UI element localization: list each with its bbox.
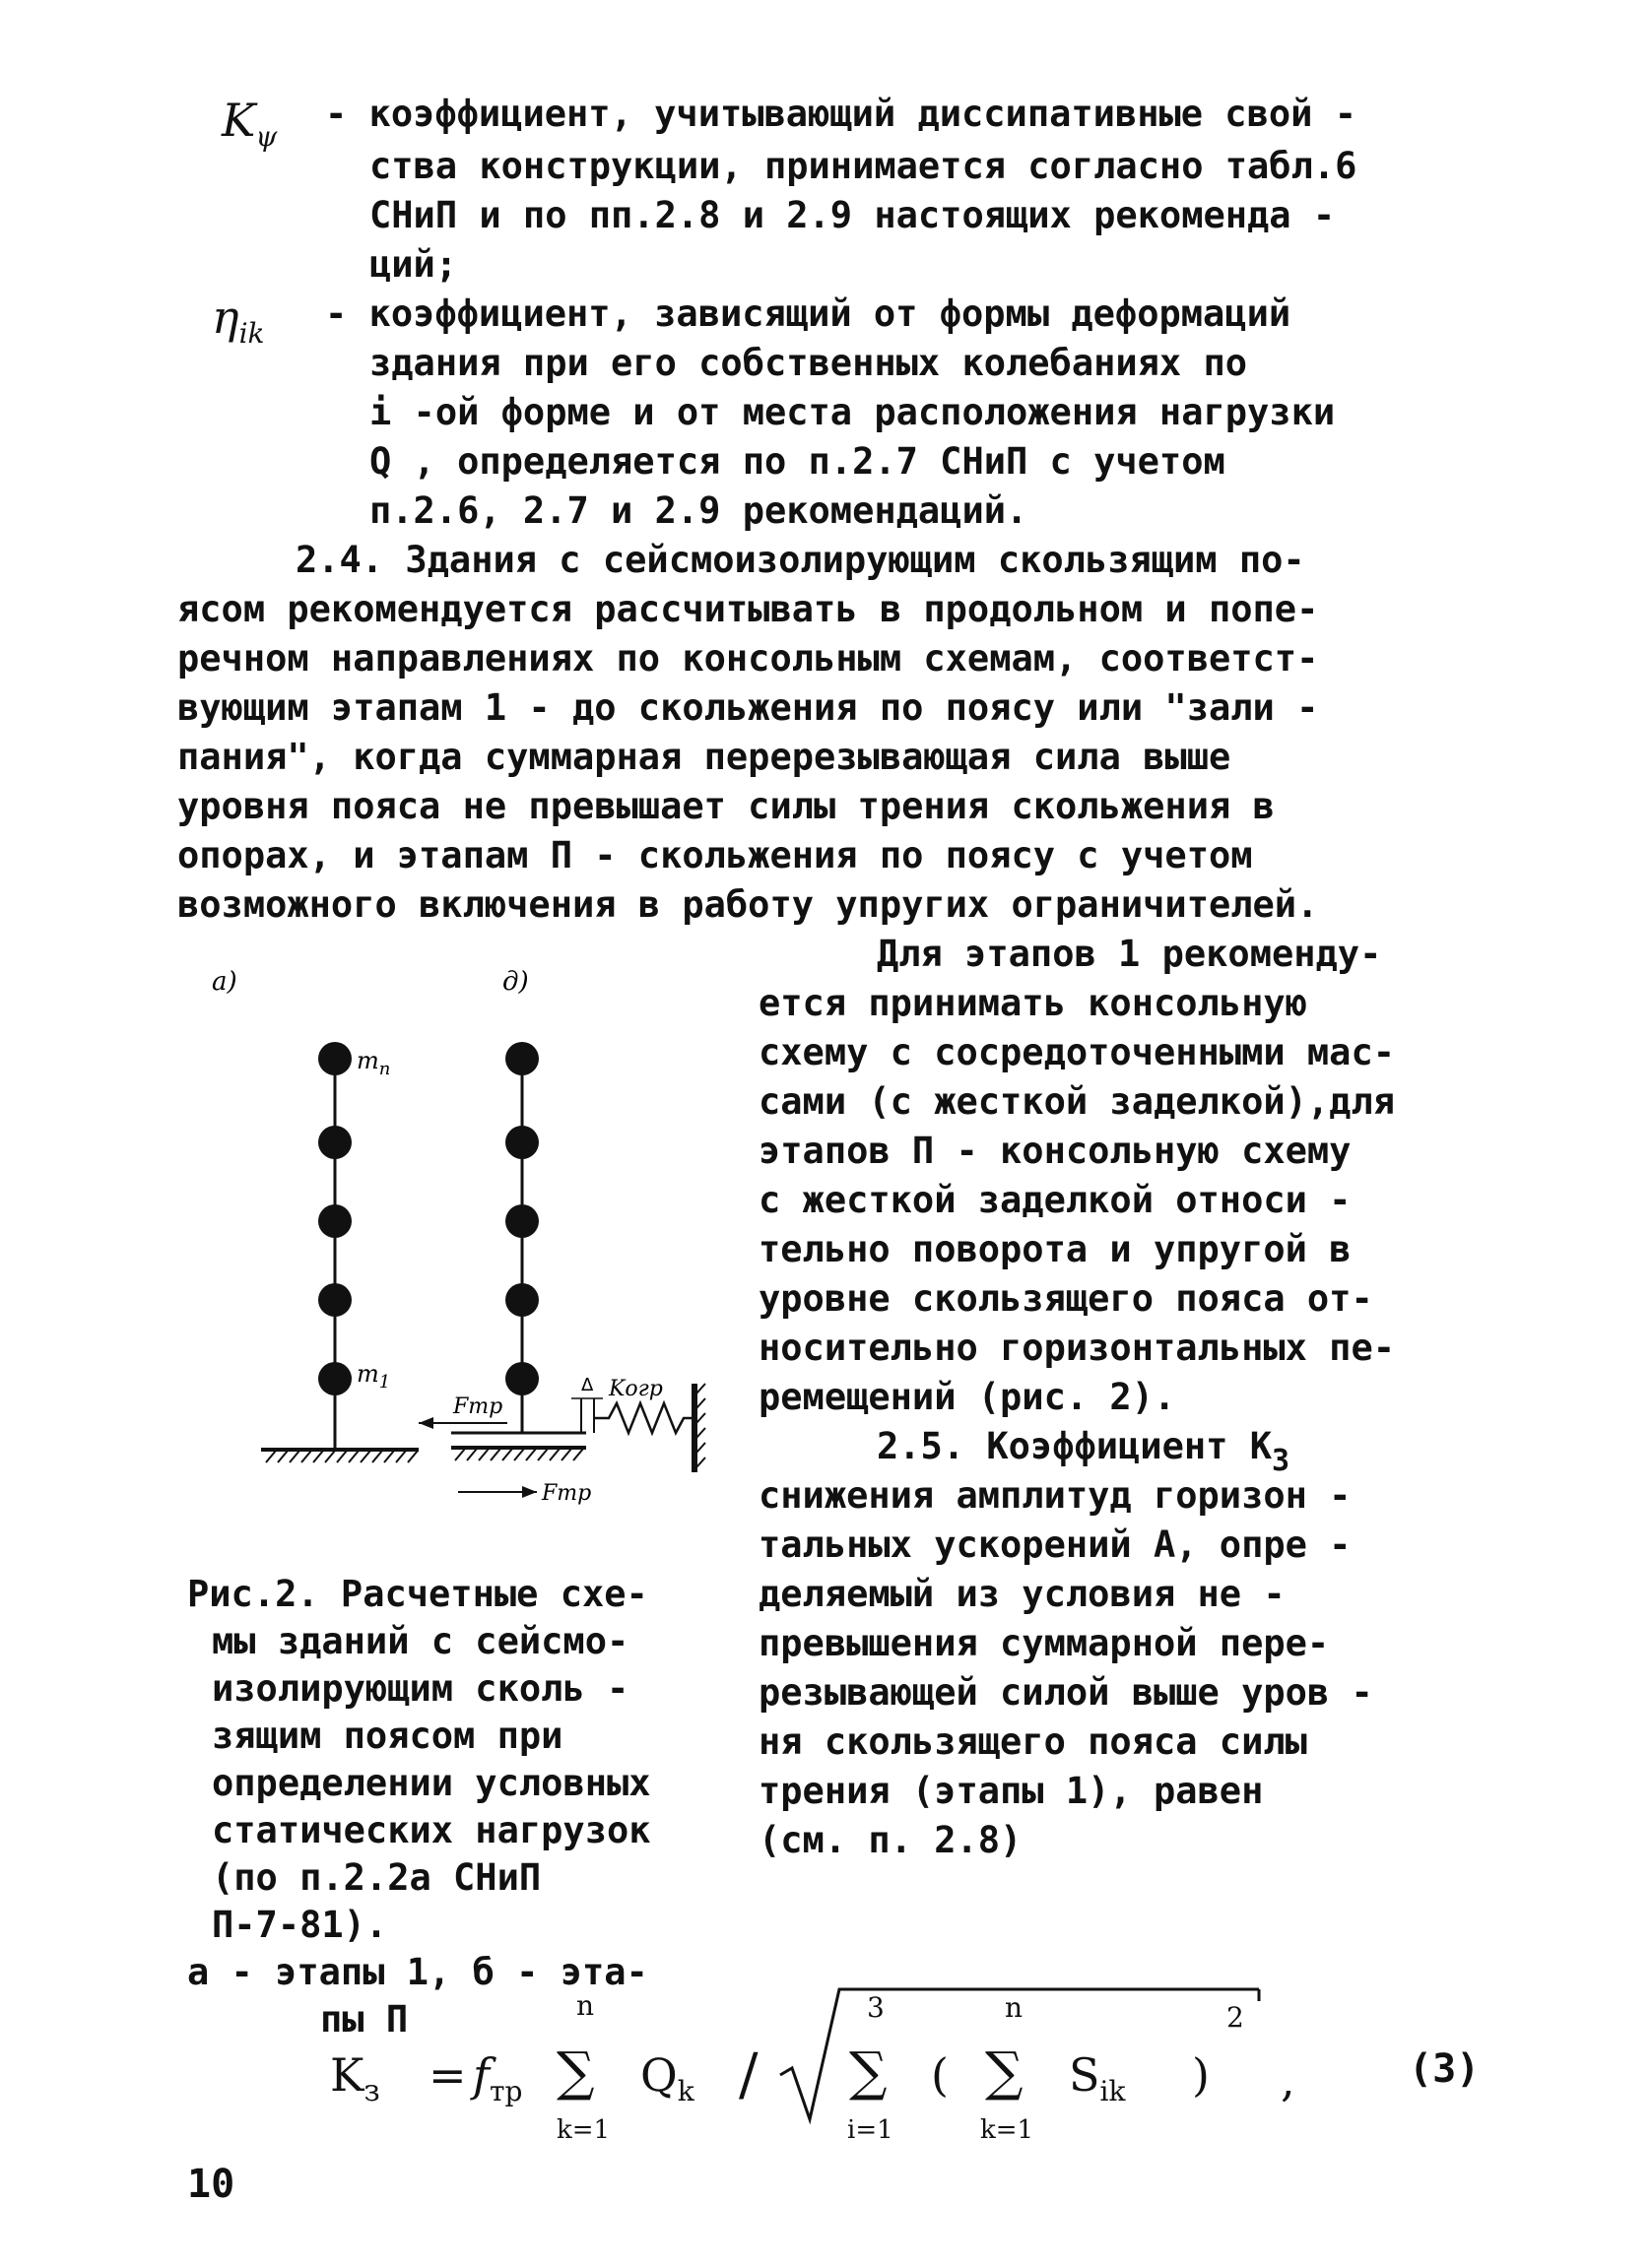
- sum1-top: n: [576, 1989, 595, 2022]
- formula-s: $S_{ik}$: [1069, 2048, 1126, 2107]
- text-line: с жесткой заделкой относи -: [759, 1179, 1352, 1221]
- text-line: тальных ускорений A, опре -: [759, 1523, 1352, 1566]
- sum1-sign: ∑: [557, 2041, 595, 2103]
- caption-line: Рис.2. Расчетные схе-: [187, 1573, 648, 1615]
- caption-line: (по п.2.2а СНиП: [212, 1856, 542, 1899]
- text-line: - коэффициент, учитывающий диссипативные свой -: [325, 93, 1356, 135]
- paren-close: ): [1192, 2048, 1210, 2102]
- label-ftr-top: Fтр: [453, 1394, 503, 1419]
- scheme-b: [419, 1042, 705, 1506]
- formula-eq: =: [429, 2048, 467, 2102]
- caption-line: а - этапы 1, б - эта-: [187, 1951, 648, 1993]
- text-line: резывающей силой выше уров -: [759, 1671, 1373, 1714]
- mass-node: [505, 1204, 539, 1238]
- text-line: опорах, и этапам П - скольжения по поясу с учетом: [177, 834, 1253, 876]
- mass-node: [318, 1283, 352, 1317]
- caption-line: зящим поясом при: [212, 1715, 563, 1757]
- label-scheme-b: д): [502, 967, 529, 997]
- text-line: превышения суммарной пере-: [759, 1622, 1330, 1664]
- mass-node: [318, 1204, 352, 1238]
- spring: [594, 1403, 693, 1433]
- label-delta: Δ: [581, 1375, 594, 1395]
- label-kogr: Kогр: [609, 1377, 663, 1401]
- sum3-bot: k=1: [980, 2115, 1034, 2145]
- text-line: пания", когда суммарная перерезывающая сила выше: [177, 736, 1231, 778]
- text-line: вующим этапам 1 - до скольжения по поясу или "зали -: [177, 686, 1319, 729]
- sum3-top: n: [1005, 1991, 1024, 2024]
- text-line: - коэффициент, зависящий от формы деформаций: [325, 292, 1291, 335]
- text-line: Для этапов 1 рекоменду-: [877, 933, 1382, 975]
- label-scheme-a: a): [212, 967, 237, 997]
- text-line: сами (с жесткой заделкой),для: [759, 1080, 1396, 1123]
- text-line: ства конструкции, принимается согласно табл.6: [369, 145, 1357, 187]
- sum2-sign: ∑: [849, 2041, 888, 2103]
- text-line: снижения амплитуд горизон -: [759, 1474, 1352, 1517]
- mass-node: [505, 1362, 539, 1395]
- figure-schemes: [197, 960, 709, 1512]
- mass-node: [505, 1126, 539, 1159]
- text-line: ется принимать консольную: [759, 982, 1307, 1024]
- text-line: п.2.6, 2.7 и 2.9 рекомендаций.: [369, 489, 1028, 532]
- text-line: возможного включения в работу упругих ограничителей.: [177, 883, 1319, 926]
- text-line: СНиП и по пп.2.8 и 2.9 настоящих рекоменда -: [369, 194, 1336, 236]
- text-line: ремещений (рис. 2).: [759, 1376, 1176, 1418]
- formula-comma: ,: [1281, 2053, 1295, 2106]
- symbol-eta-ik: $\eta_{ik}$: [212, 291, 265, 350]
- text-line: уровне скользящего пояса от-: [759, 1277, 1373, 1320]
- formula-pow: 2: [1226, 2001, 1244, 2034]
- mass-node: [505, 1283, 539, 1317]
- text-line: схему с сосредоточенными мас-: [759, 1031, 1396, 1073]
- caption-line: изолирующим сколь -: [212, 1667, 629, 1710]
- mass-node: [505, 1042, 539, 1075]
- formula-slash: /: [739, 2041, 759, 2107]
- sum1-bot: k=1: [557, 2115, 611, 2145]
- formula-lhs: $K_з$: [330, 2048, 380, 2108]
- caption-line: пы П: [320, 1998, 409, 2041]
- caption-line: определении условных: [212, 1762, 651, 1804]
- text-line: ций;: [369, 243, 458, 286]
- caption-line: П-7-81).: [212, 1904, 388, 1946]
- sum3-sign: ∑: [985, 2041, 1024, 2103]
- text-line: деляемый из условия не -: [759, 1573, 1286, 1615]
- mass-node: [318, 1042, 352, 1075]
- text-line: здания при его собственных колебаниях по: [369, 342, 1248, 384]
- formula-f: $f_{тр}$: [473, 2048, 523, 2107]
- text-line: этапов П - консольную схему: [759, 1130, 1352, 1172]
- sum2-top: 3: [867, 1991, 885, 2024]
- label-ftr-bottom: Fтр: [542, 1481, 592, 1506]
- paren-open: (: [931, 2048, 949, 2102]
- text-line: носительно горизонтальных пе-: [759, 1327, 1396, 1369]
- formula-number: (3): [1409, 2046, 1481, 2092]
- mass-node: [318, 1126, 352, 1159]
- text-line: тельно поворота и упругой в: [759, 1228, 1352, 1270]
- page-number: 10: [187, 2162, 235, 2207]
- symbol-k-psi: $K_\psi$: [222, 94, 278, 153]
- scheme-a: [261, 1042, 419, 1462]
- text-line: Q , определяется по п.2.7 СНиП с учетом: [369, 440, 1225, 483]
- text-line: трения (этапы 1), равен: [759, 1770, 1264, 1812]
- formula-q: $Q_k$: [640, 2048, 694, 2107]
- sum2-bot: i=1: [847, 2115, 893, 2145]
- caption-line: мы зданий с сейсмо-: [212, 1620, 629, 1662]
- text-line: речном направлениях по консольным схемам, соответст-: [177, 637, 1319, 680]
- label-m1: $m_1$: [357, 1360, 391, 1393]
- text-line: (см. п. 2.8): [759, 1819, 1023, 1861]
- text-line: уровня пояса не превышает силы трения скольжения в: [177, 785, 1275, 827]
- text-line: i -ой форме и от места расположения нагрузки: [369, 391, 1336, 433]
- label-mn: $m_n$: [357, 1047, 391, 1079]
- mass-node: [318, 1362, 352, 1395]
- text-line: 2.4. Здания с сейсмоизолирующим скользящим по-: [296, 539, 1305, 581]
- text-line: ня скользящего пояса силы: [759, 1720, 1307, 1763]
- text-line-k3: 2.5. Коэффициент $K_3$: [877, 1425, 1290, 1478]
- text-line: ясом рекомендуется рассчитывать в продольном и попе-: [177, 588, 1319, 630]
- caption-line: статических нагрузок: [212, 1809, 651, 1851]
